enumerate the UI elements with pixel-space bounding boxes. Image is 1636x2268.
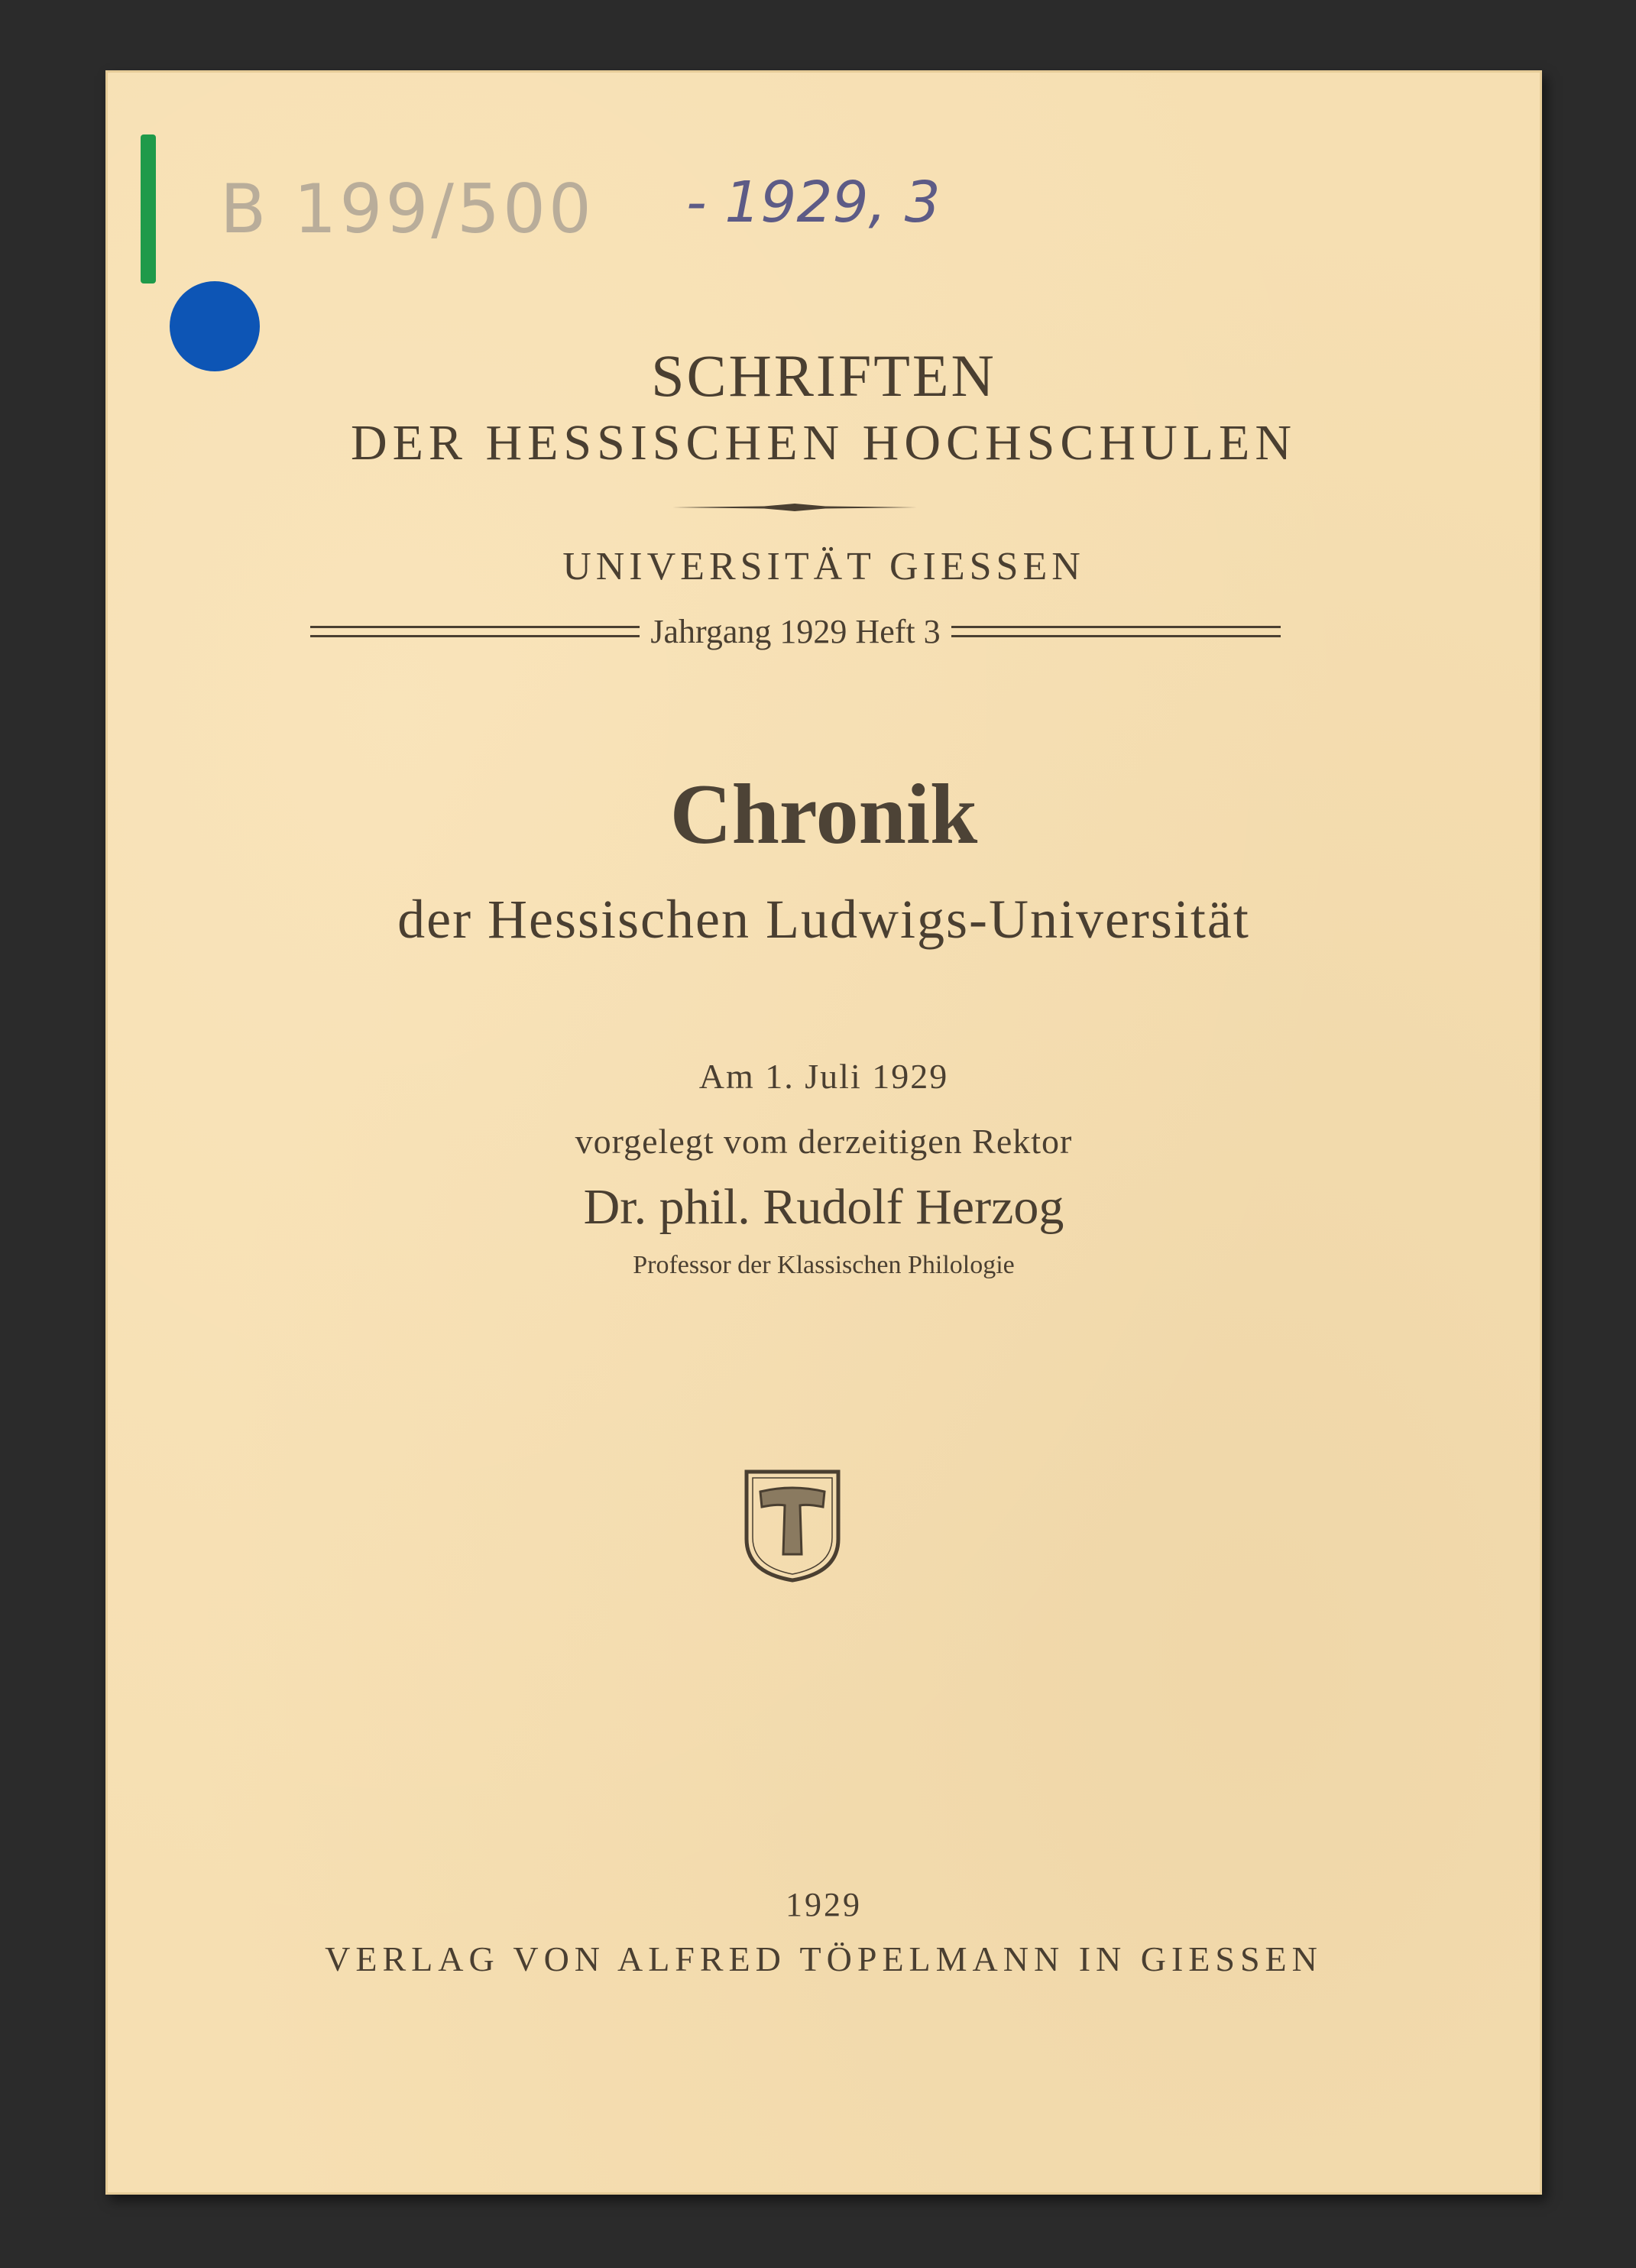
green-marker-strip — [141, 134, 156, 284]
issue-line — [310, 610, 1281, 653]
publication-year: 1929 — [786, 1886, 862, 1923]
university-name: UNIVERSITÄT GIESSEN — [562, 545, 1085, 588]
main-subtitle: der Hessischen Ludwigs-Universität — [397, 889, 1250, 950]
shield-t-icon — [743, 1469, 841, 1583]
double-rule-left — [310, 626, 640, 637]
publisher-line: VERLAG VON ALFRED TÖPELMANN IN GIESSEN — [325, 1939, 1323, 1978]
document-page — [105, 70, 1542, 2195]
shelfmark-stamp: B 199/500 — [220, 170, 594, 248]
presented-by: vorgelegt vom derzeitigen Rektor — [575, 1122, 1073, 1161]
handwritten-note: - 1929, 3 — [686, 170, 941, 235]
author-title: Professor der Klassischen Philologie — [633, 1251, 1015, 1279]
series-title: SCHRIFTEN — [651, 342, 996, 409]
double-rule-right — [951, 626, 1281, 637]
issue-label: Jahrgang 1929 Heft 3 — [650, 612, 941, 650]
ornament-rule — [672, 503, 917, 512]
main-title: Chronik — [669, 767, 978, 862]
author-name: Dr. phil. Rudolf Herzog — [583, 1179, 1064, 1235]
presentation-date: Am 1. Juli 1929 — [698, 1057, 949, 1096]
series-subtitle: DER HESSISCHEN HOCHSCHULEN — [350, 415, 1297, 471]
